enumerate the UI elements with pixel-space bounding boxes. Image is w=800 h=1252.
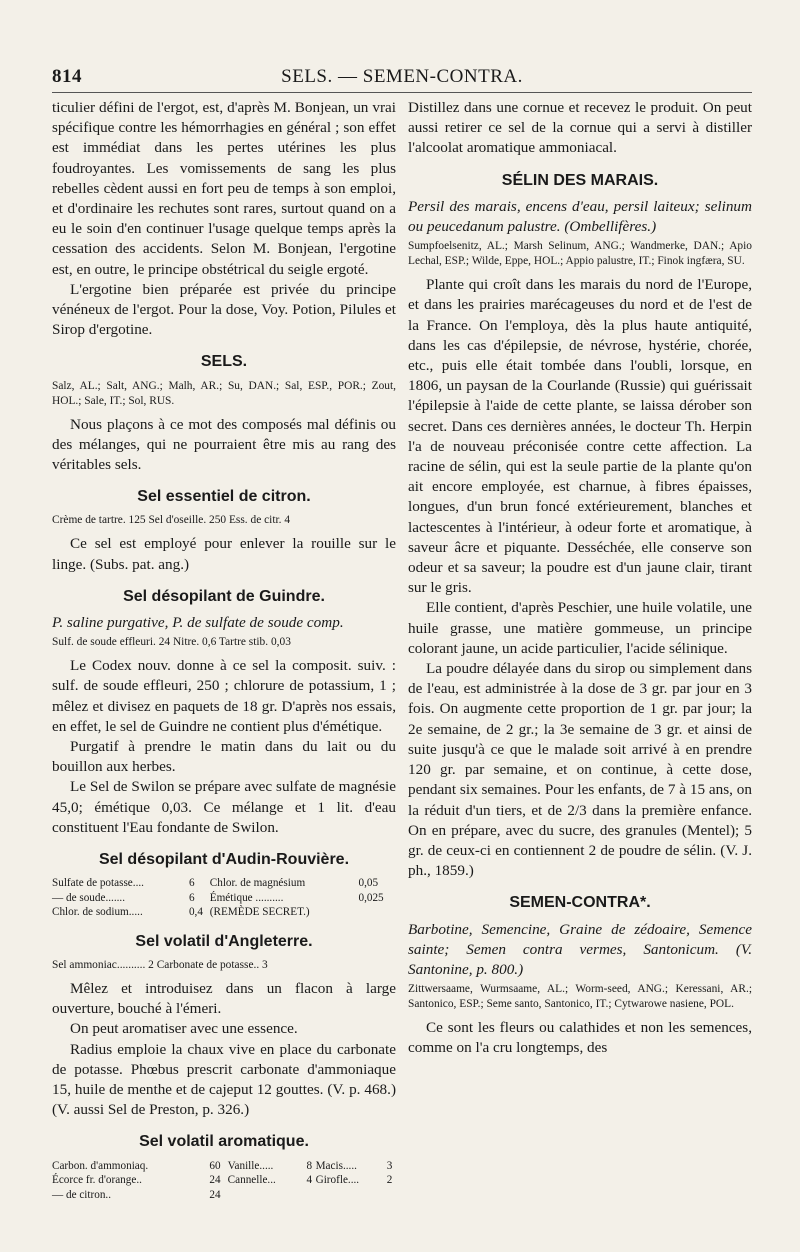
table-row xyxy=(52,1173,396,1188)
table-cell: Chlor. de sodium..... xyxy=(52,906,143,919)
paragraph: Purgatif à prendre le matin dans du lait ou du bouillon aux herbes. xyxy=(52,738,396,776)
table-cell: Cannelle... xyxy=(227,1174,276,1187)
paragraph: L'ergotine bien préparée est privée du principe vénéneux de l'ergot. Pour la dose, Voy. Potion, Pilules et Sirop d'ergotine. xyxy=(52,280,396,339)
page-title: SELS. — SEMEN-CONTRA. xyxy=(281,66,523,87)
page-number: 814 xyxy=(52,66,82,87)
table-cell: Carbon. d'ammoniaq. xyxy=(52,1159,149,1172)
recipe-composition: Sel ammoniac.......... 2 Carbonate de potasse.. 3 xyxy=(52,959,268,971)
running-head xyxy=(52,66,752,92)
table-cell: Vanille..... xyxy=(227,1159,274,1172)
table-row xyxy=(52,876,396,891)
table-cell: 0,05 xyxy=(358,877,379,890)
paragraph: Le Sel de Swilon se prépare avec sulfate de magnésie 45,0; émétique 0,03. Ce mélange et 1 lit. d'eau constituent l'Eau fondante de Swilon. xyxy=(52,778,396,836)
table-cell: 3 xyxy=(386,1159,393,1172)
table-row xyxy=(52,891,396,906)
paragraph: Mêlez et introduisez dans un flacon à large ouverture, bouché à l'émeri. xyxy=(52,980,396,1018)
paragraph: Ce sont les fleurs ou calathides et non les semences, comme on l'a cru longtemps, des xyxy=(408,1019,752,1057)
table-cell: 60 xyxy=(209,1159,221,1172)
table-cell: (REMÈDE SECRET.) xyxy=(209,906,310,919)
table-row xyxy=(52,905,396,920)
table-cell: Girofle.... xyxy=(315,1174,360,1187)
table-cell: Écorce fr. d'orange.. xyxy=(52,1174,142,1187)
recipe-composition: Sulf. de soude effleuri. 24 Nitre. 0,6 Tartre stib. 0,03 xyxy=(52,636,291,649)
table-cell: 8 xyxy=(306,1159,313,1172)
paragraph: Ce sel est employé pour enlever la rouille sur le linge. (Subs. pat. ang.) xyxy=(52,535,396,573)
section-heading-sels: SELS. xyxy=(200,353,248,371)
synonyms-line: Barbotine, Semencine, Graine de zédoaire, Semence sainte; Semen contra vermes, Santonicum. (V. Santonine, p. 800.) xyxy=(408,920,752,978)
translations-line: Salz, AL.; Salt, ANG.; Malh, AR.; Su, DAN.; Sal, ESP., POR.; Zout, HOL.; Sale, IT.; Sol, RUS. xyxy=(52,379,396,407)
paragraph: Plante qui croît dans les marais du nord de l'Europe, et dans les prairies marécageuses du nord et de l'est de la France. On l'employa, dès la plus haute antiquité, dans les cas d'épilepsie, de névrose, hystérie, chorée, etc., puis elle était tombée dans l'oubli, lorsque, en 1806, un paysan de la Courlande (Russie) qui guérissait l'épilepsie à l'aide de cette plante, se laissa dérober son secret. Dans ces dernières années, le docteur Th. Herpin l'a de nouveau préconisée contre cette affection. La racine de sélin, qui est la seule partie de la plante qu'on ait encore employée, est charnue, à fibres épaisses, longues, d'un brun foncé extérieurement, blanches et lactescentes à l'intérieur, à odeur forte et aromatique, à saveur âcre et piquante. Desséchée, elle conserve son odeur et sa saveur; la poudre est d'un jaune clair, tirant sur le gris. xyxy=(408,276,752,597)
table-cell: 2 xyxy=(386,1174,393,1187)
table-cell: Émétique .......... xyxy=(209,891,284,904)
recipe-heading: Sel essentiel de citron. xyxy=(137,488,311,506)
table-cell xyxy=(316,1188,387,1203)
table-cell: 4 xyxy=(306,1174,313,1187)
table-row xyxy=(52,1188,396,1203)
table-row xyxy=(52,1159,396,1174)
recipe-composition: Crème de tartre. 125 Sel d'oseille. 250 Ess. de citr. 4 xyxy=(52,514,291,527)
section-heading-selin: SÉLIN DES MARAIS. xyxy=(501,171,659,189)
recipe-heading: Sel volatil d'Angleterre. xyxy=(135,932,313,950)
synonyms-line: Persil des marais, encens d'eau, persil laiteux; selinum ou peucedanum palustre. (Ombellifères.) xyxy=(408,197,752,236)
recipe-table xyxy=(52,876,396,920)
header-rule xyxy=(52,92,752,93)
translations-line: Sumpfoelsenitz, AL.; Marsh Selinum, ANG.; Wandmerke, DAN.; Apio Lechal, ESP.; Wilde, Eppe, HOL.; Appio palustre, IT.; Finok ingfæra, SU. xyxy=(408,240,752,268)
table-cell: Sulfate de potasse.... xyxy=(52,877,144,890)
table-cell: — de citron.. xyxy=(52,1188,112,1201)
section-heading-semen-contra: SEMEN-CONTRA*. xyxy=(509,894,651,912)
recipe-heading: Sel volatil aromatique. xyxy=(139,1133,309,1151)
paragraph: Radius emploie la chaux vive en place du carbonate de potasse. Phœbus prescrit carbonate d'ammoniaque 15, huile de menthe et de cajeput 12 gouttes. (V. p. 468.) (V. aussi Sel de Preston, p. 326.) xyxy=(52,1040,396,1119)
recipe-heading: Sel désopilant de Guindre. xyxy=(123,587,325,605)
paragraph: On peut aromatiser avec une essence. xyxy=(70,1020,298,1038)
table-cell: 0,025 xyxy=(358,891,384,904)
paragraph: Elle contient, d'après Peschier, une huile volatile, une huile grasse, une matière gommeuse, un principe colorant jaune, un acide particulier, l'acide sélinique. xyxy=(408,599,752,657)
table-cell: 6 xyxy=(188,891,195,904)
table-cell: — de soude....... xyxy=(52,891,126,904)
left-column xyxy=(52,98,396,1206)
table-cell: 24 xyxy=(209,1188,221,1201)
paragraph: Le Codex nouv. donne à ce sel la composit. suiv. : sulf. de soude effleuri, 250 ; chlorure de potassium, 1 ; mêlez et divisez en paquets de 18 gr. D'après nos essais, en effet, le sel de Guindre ne contient plus d'émétique. xyxy=(52,657,396,735)
paragraph: Nous plaçons à ce mot des composés mal définis ou des mélanges, qui ne pourraient être mis au rang des véritables sels. xyxy=(52,415,396,474)
right-column xyxy=(408,98,752,1059)
paragraph: La poudre délayée dans du sirop ou simplement dans de l'eau, est administrée à la dose de 3 gr. par jour en 3 fois. On augmente cette proportion de 1 gr. par jour; la 2e semaine, de 2 gr.; la 3e semaine de 3 gr. et ainsi de suite jusqu'à ce que le malade soit arrivé à en prendre 120 gr. par semaine, et on continue, à cette dose, pendant six semaines. Pour les enfants, de 7 à 15 ans, on la réduit d'un tiers, et de 2/3 dans la première enfance. On en prépare, avec du sucre, des granules (Mentel); 5 gr. de ceux-ci en contiennent 2 de poudre de sélin. (V. J. ph., 1859.) xyxy=(408,660,752,880)
table-cell: 24 xyxy=(209,1174,221,1187)
paragraph: ticulier défini de l'ergot, est, d'après M. Bonjean, un vrai spécifique contre les hémorrhagies en général ; son effet est immédiat dans les pertes utérines les plus foudroyantes. Les vomissements de sang les plus rebelles cèdent aussi en fort peu de temps à son emploi, et d'ordinaire les rechutes sont rares, surtout quand on a eu le soin d'en continuer l'usage quelque temps après la cessation des accidents. Selon M. Bonjean, l'ergotine est, en outre, le principe obstétrical du seigle ergoté. xyxy=(52,99,396,278)
table-cell xyxy=(387,1188,396,1203)
table-cell xyxy=(228,1188,307,1203)
translations-line: Zittwersaame, Wurmsaame, AL.; Worm-seed, ANG.; Keressani, AR.; Santonico, ESP.; Seme santo, Santonico, IT.; Cytwarowe nasiene, POL. xyxy=(408,983,752,1011)
table-cell xyxy=(358,905,396,920)
table-cell xyxy=(306,1188,315,1203)
table-cell: 0,4 xyxy=(188,906,203,919)
table-cell: 6 xyxy=(188,877,195,890)
synonyms-line: P. saline purgative, P. de sulfate de soude comp. xyxy=(52,614,344,632)
table-cell: Chlor. de magnésium xyxy=(209,877,306,890)
recipe-heading: Sel désopilant d'Audin-Rouvière. xyxy=(98,851,350,869)
table-cell: Macis..... xyxy=(315,1159,357,1172)
paragraph: Distillez dans une cornue et recevez le produit. On peut aussi retirer ce sel de la cornue qui a servi à distiller l'alcoolat aromatique ammoniacal. xyxy=(408,99,752,157)
recipe-table xyxy=(52,1159,396,1203)
